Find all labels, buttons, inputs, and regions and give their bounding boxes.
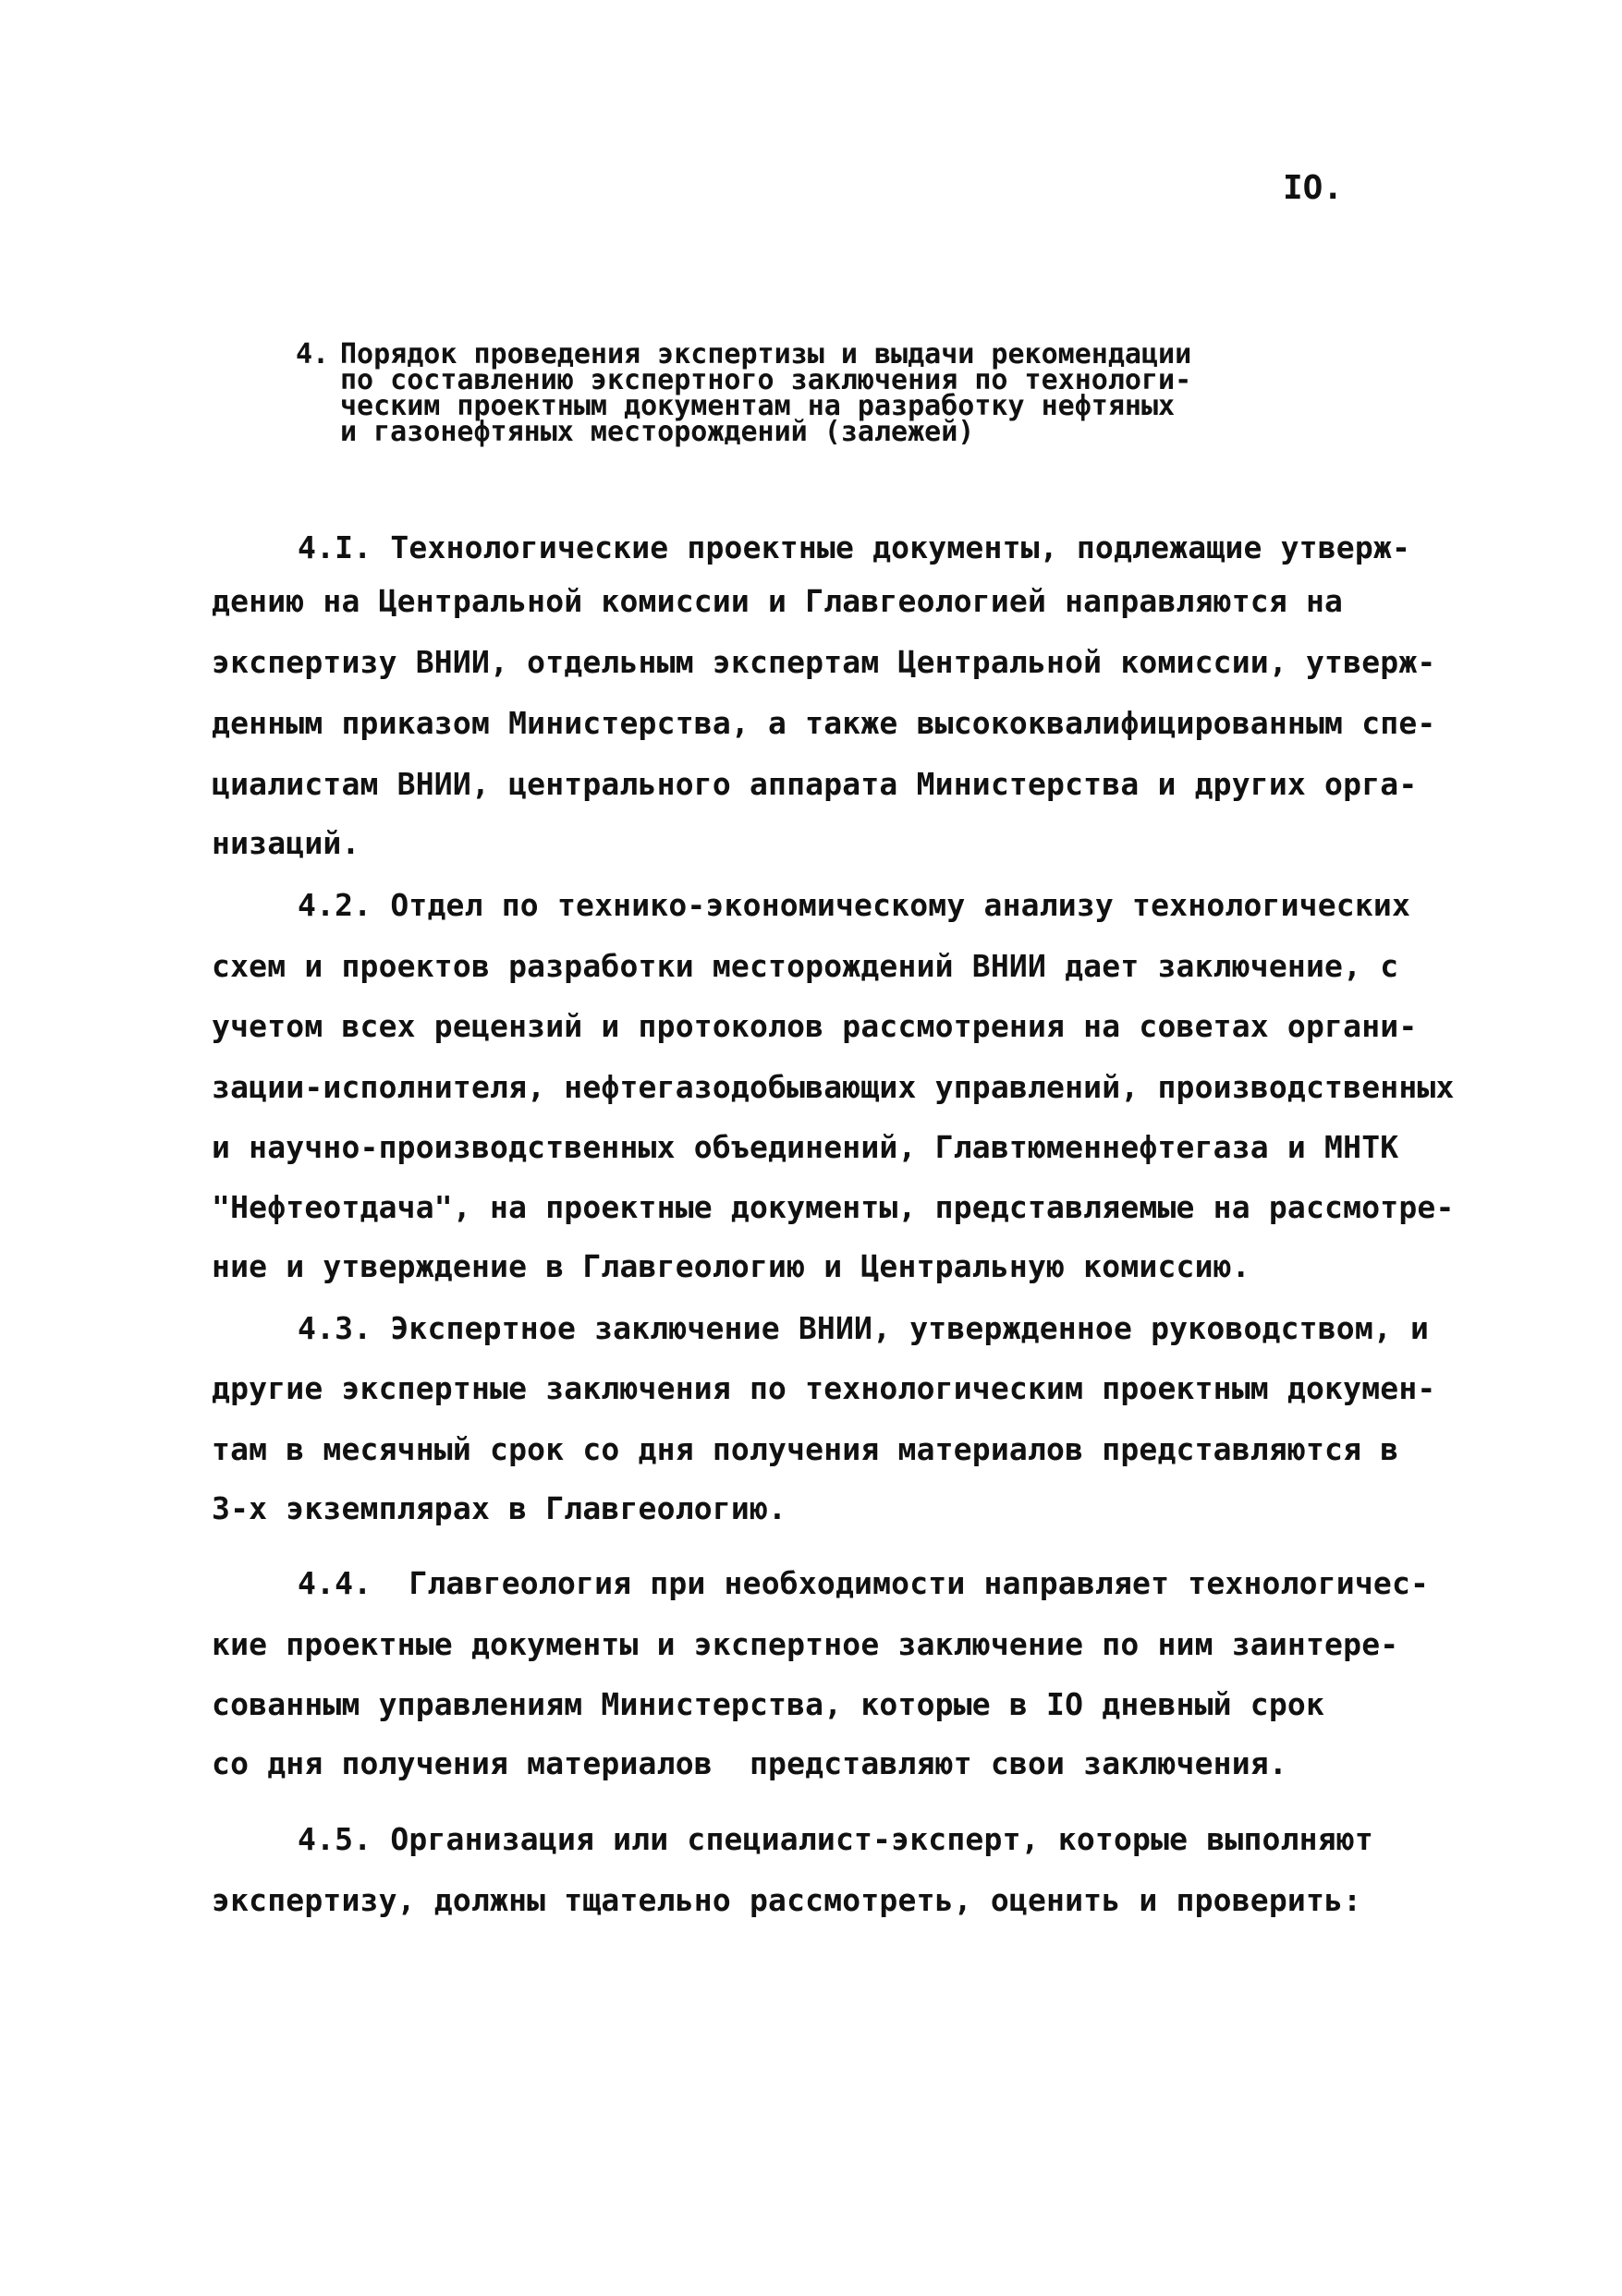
page-number: IO. [1283, 169, 1344, 207]
paragraph-line: экспертизу ВНИИ, отдельным экспертам Центральной комиссии, утверж- [212, 644, 1436, 680]
paragraph-line: и научно-производственных объединений, Главтюменнефтегаза и МНТК [212, 1129, 1399, 1165]
paragraph-line: "Нефтеотдача", на проектные документы, представляемые на рассмотре- [212, 1189, 1455, 1225]
paragraph-line: экспертизу, должны тщательно рассмотреть, оценить и проверить: [212, 1882, 1362, 1918]
paragraph-line: со дня получения материалов представляют свои заключения. [212, 1745, 1287, 1781]
paragraph-line: другие экспертные заключения по технологическим проектным докумен- [212, 1370, 1436, 1406]
paragraph-line: дению на Центральной комиссии и Главгеологией направляются на [212, 583, 1344, 619]
section-heading-line: и газонефтяных месторождений (залежей) [340, 416, 975, 448]
paragraph-line: 4.2. Отдел по технико-экономическому анализу технологических [298, 887, 1411, 923]
paragraph-line: зации-исполнителя, нефтегазодобывающих управлений, производственных [212, 1069, 1455, 1105]
paragraph-line: учетом всех рецензий и протоколов рассмотрения на советах органи- [212, 1008, 1418, 1044]
paragraph-line: ние и утверждение в Главгеологию и Центральную комиссию. [212, 1248, 1250, 1284]
paragraph-line: 4.4. Главгеология при необходимости направляет технологичес- [298, 1565, 1430, 1601]
section-heading-number: 4. [296, 338, 330, 371]
section-heading-line: по составлению экспертного заключения по технологи- [340, 364, 1192, 396]
section-heading [296, 338, 1359, 448]
paragraph-line: там в месячный срок со дня получения материалов представляются в [212, 1431, 1399, 1467]
paragraph-line: 4.3. Экспертное заключение ВНИИ, утвержденное руководством, и [298, 1310, 1430, 1346]
paragraph-line: кие проектные документы и экспертное заключение по ним заинтере- [212, 1626, 1399, 1662]
paragraph-line: схем и проектов разработки месторождений ВНИИ дает заключение, с [212, 948, 1399, 984]
section-heading-line: Порядок проведения экспертизы и выдачи рекомендации [340, 338, 1192, 371]
paragraph-line: 4.5. Организация или специалист-эксперт, которые выполняют [298, 1821, 1373, 1857]
paragraph-line: низаций. [212, 825, 360, 861]
paragraph-line: циалистам ВНИИ, центрального аппарата Министерства и других орга- [212, 766, 1418, 802]
paragraph-line: сованным управлениям Министерства, которые в IO дневный срок [212, 1686, 1325, 1722]
section-heading-line: ческим проектным документам на разработку нефтяных [340, 390, 1176, 422]
paragraph-line: 3-х экземплярах в Главгеологию. [212, 1490, 787, 1526]
paragraph-line: денным приказом Министерства, а также высококвалифицированным спе- [212, 705, 1436, 741]
paragraph-line: 4.I. Технологические проектные документы, подлежащие утверж- [298, 529, 1411, 565]
